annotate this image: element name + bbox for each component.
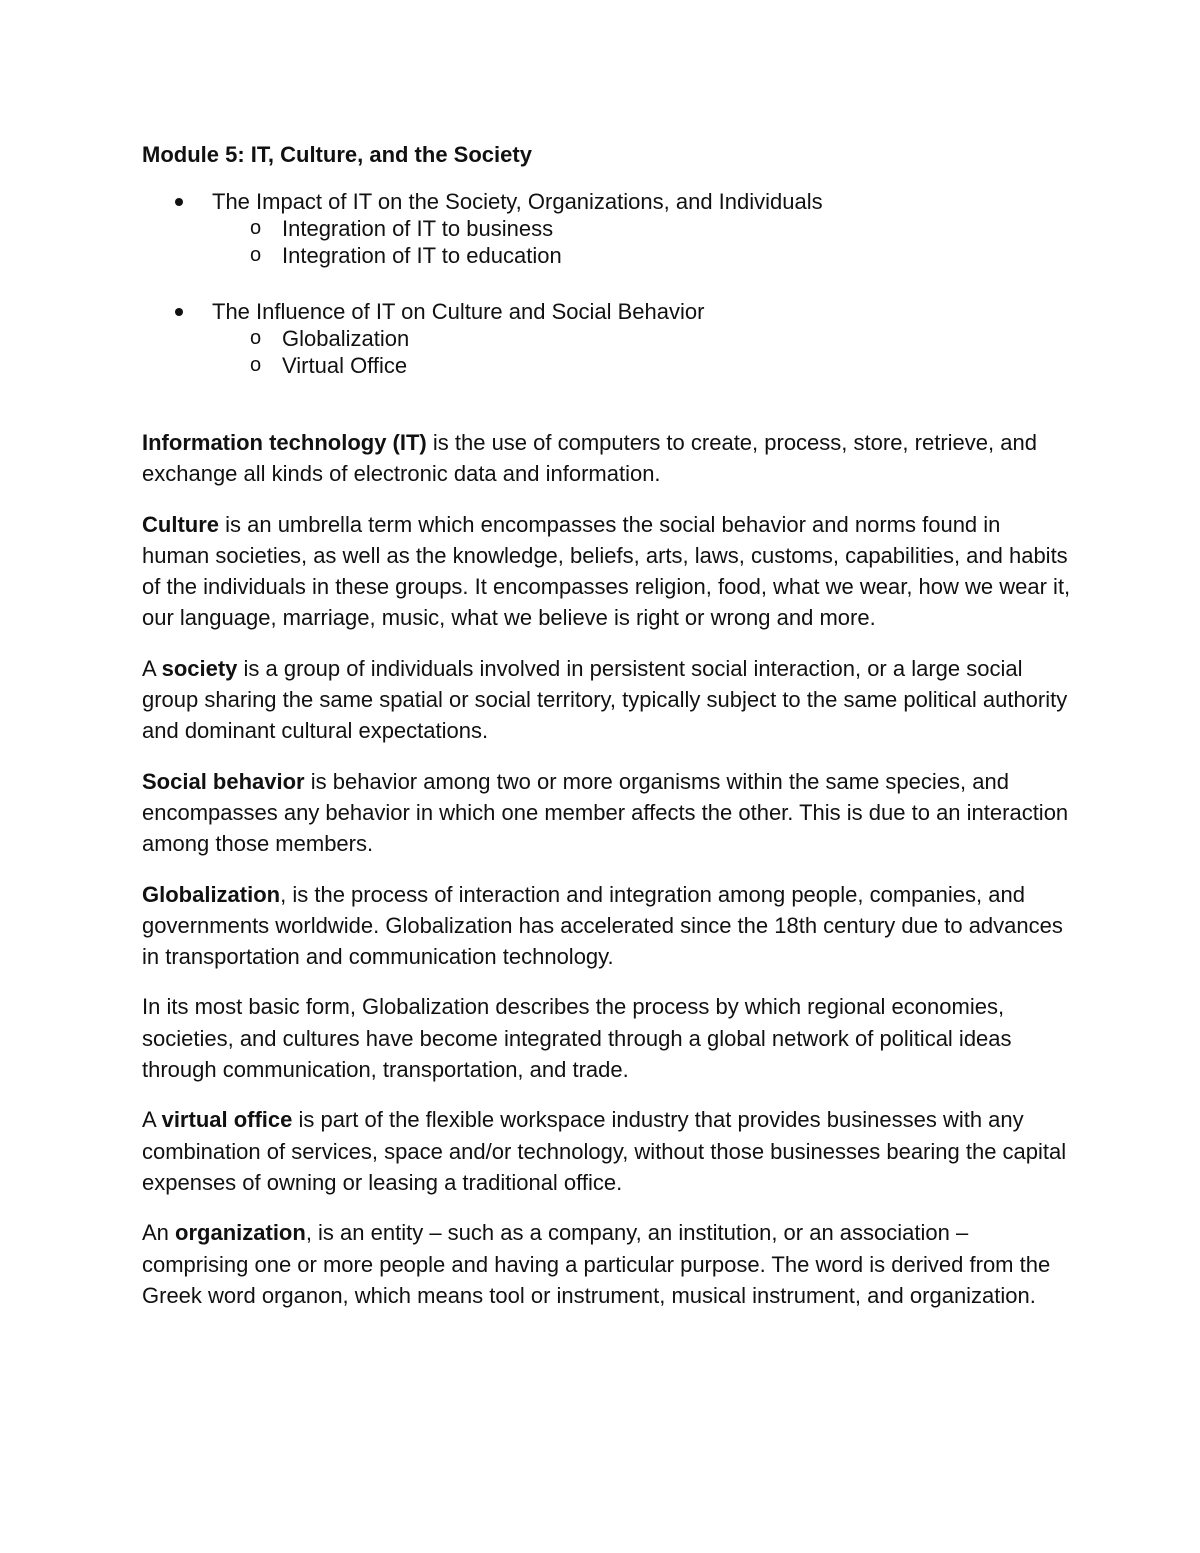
outline-subitem xyxy=(212,242,1072,269)
outline-subitem-label: Integration of IT to business xyxy=(282,216,554,241)
outline-item xyxy=(142,188,1072,269)
outline-item xyxy=(142,298,1072,379)
definition-text: , is the process of interaction and integration among people, companies, and governments worldwide. Globalization has accelerated since the 18th century due to advances in transportation and communication technology. xyxy=(142,881,1063,970)
definition-paragraph xyxy=(142,1104,1072,1198)
topic-outline xyxy=(142,188,1072,379)
outline-subitem-label: Globalization xyxy=(282,326,410,351)
definition-text: is a group of individuals involved in persistent social interaction, or a large social group sharing the same spatial or social territory, typically subject to the same political authority and dominant cultural expectations. xyxy=(142,655,1068,744)
defined-term: Culture xyxy=(142,511,219,537)
definition-paragraph xyxy=(142,653,1072,747)
defined-term: virtual office xyxy=(161,1107,293,1133)
outline-subitem-label: Integration of IT to education xyxy=(282,243,562,268)
definition-paragraph xyxy=(142,991,1072,1085)
definition-paragraph xyxy=(142,766,1072,860)
outline-item-label: The Influence of IT on Culture and Social Behavior xyxy=(212,299,705,324)
definition-paragraph xyxy=(142,1217,1072,1311)
outline-subitem xyxy=(212,352,1072,379)
definition-paragraph xyxy=(142,879,1072,973)
defined-term: Information technology (IT) xyxy=(142,430,427,455)
circle-bullet-icon: o xyxy=(250,327,262,349)
circle-bullet-icon: o xyxy=(250,217,262,239)
definition-paragraph xyxy=(142,427,1072,490)
paragraph-lead: A xyxy=(142,1107,162,1133)
paragraph-lead: A xyxy=(142,655,162,681)
outline-sublist xyxy=(212,215,1072,269)
paragraph-lead: An xyxy=(142,1220,176,1246)
defined-term: Social behavior xyxy=(142,768,305,794)
circle-bullet-icon: o xyxy=(250,354,262,376)
outline-sublist xyxy=(212,325,1072,379)
outline-subitem-label: Virtual Office xyxy=(282,353,408,378)
definition-text: is the use of computers to create, process, store, retrieve, and exchange all kinds of electronic data and information. xyxy=(142,430,1037,487)
definition-text: is part of the flexible workspace industry that provides businesses with any combination of services, space and/or technology, without those businesses bearing the capital expenses of owning or leasing a traditional office. xyxy=(142,1107,1067,1195)
defined-term: organization xyxy=(175,1220,306,1246)
bullet-icon xyxy=(175,308,183,316)
definition-paragraph xyxy=(142,509,1072,634)
outline-item-label: The Impact of IT on the Society, Organizations, and Individuals xyxy=(212,189,823,214)
bullet-icon xyxy=(175,198,183,206)
defined-term: Globalization xyxy=(142,881,281,907)
definition-text: is behavior among two or more organisms within the same species, and encompasses any behavior in which one member affects the other. This is due to an interaction among those members. xyxy=(142,768,1069,857)
outline-subitem xyxy=(212,325,1072,352)
definition-text: , is an entity – such as a company, an institution, or an association – comprising one or more people and having a particular purpose. The word is derived from the Greek word organon, which means tool or instrument, musical instrument, and organization. xyxy=(142,1220,1051,1308)
defined-term: society xyxy=(161,655,238,681)
document-page xyxy=(142,138,1072,1330)
definitions-section xyxy=(142,427,1072,1311)
outline-subitem xyxy=(212,215,1072,242)
page-title: Module 5: IT, Culture, and the Society xyxy=(142,142,532,167)
definition-text: is an umbrella term which encompasses the social behavior and norms found in human societies, as well as the knowledge, beliefs, arts, laws, customs, capabilities, and habits of the individuals in these groups. It encompasses religion, food, what we wear, how we wear it, our language, marriage, music, what we believe is right or wrong and more. xyxy=(142,511,1071,631)
circle-bullet-icon: o xyxy=(250,244,262,266)
definition-text: In its most basic form, Globalization describes the process by which regional economies, societies, and cultures have become integrated through a global network of political ideas through communication, transportation, and trade. xyxy=(142,994,1012,1083)
